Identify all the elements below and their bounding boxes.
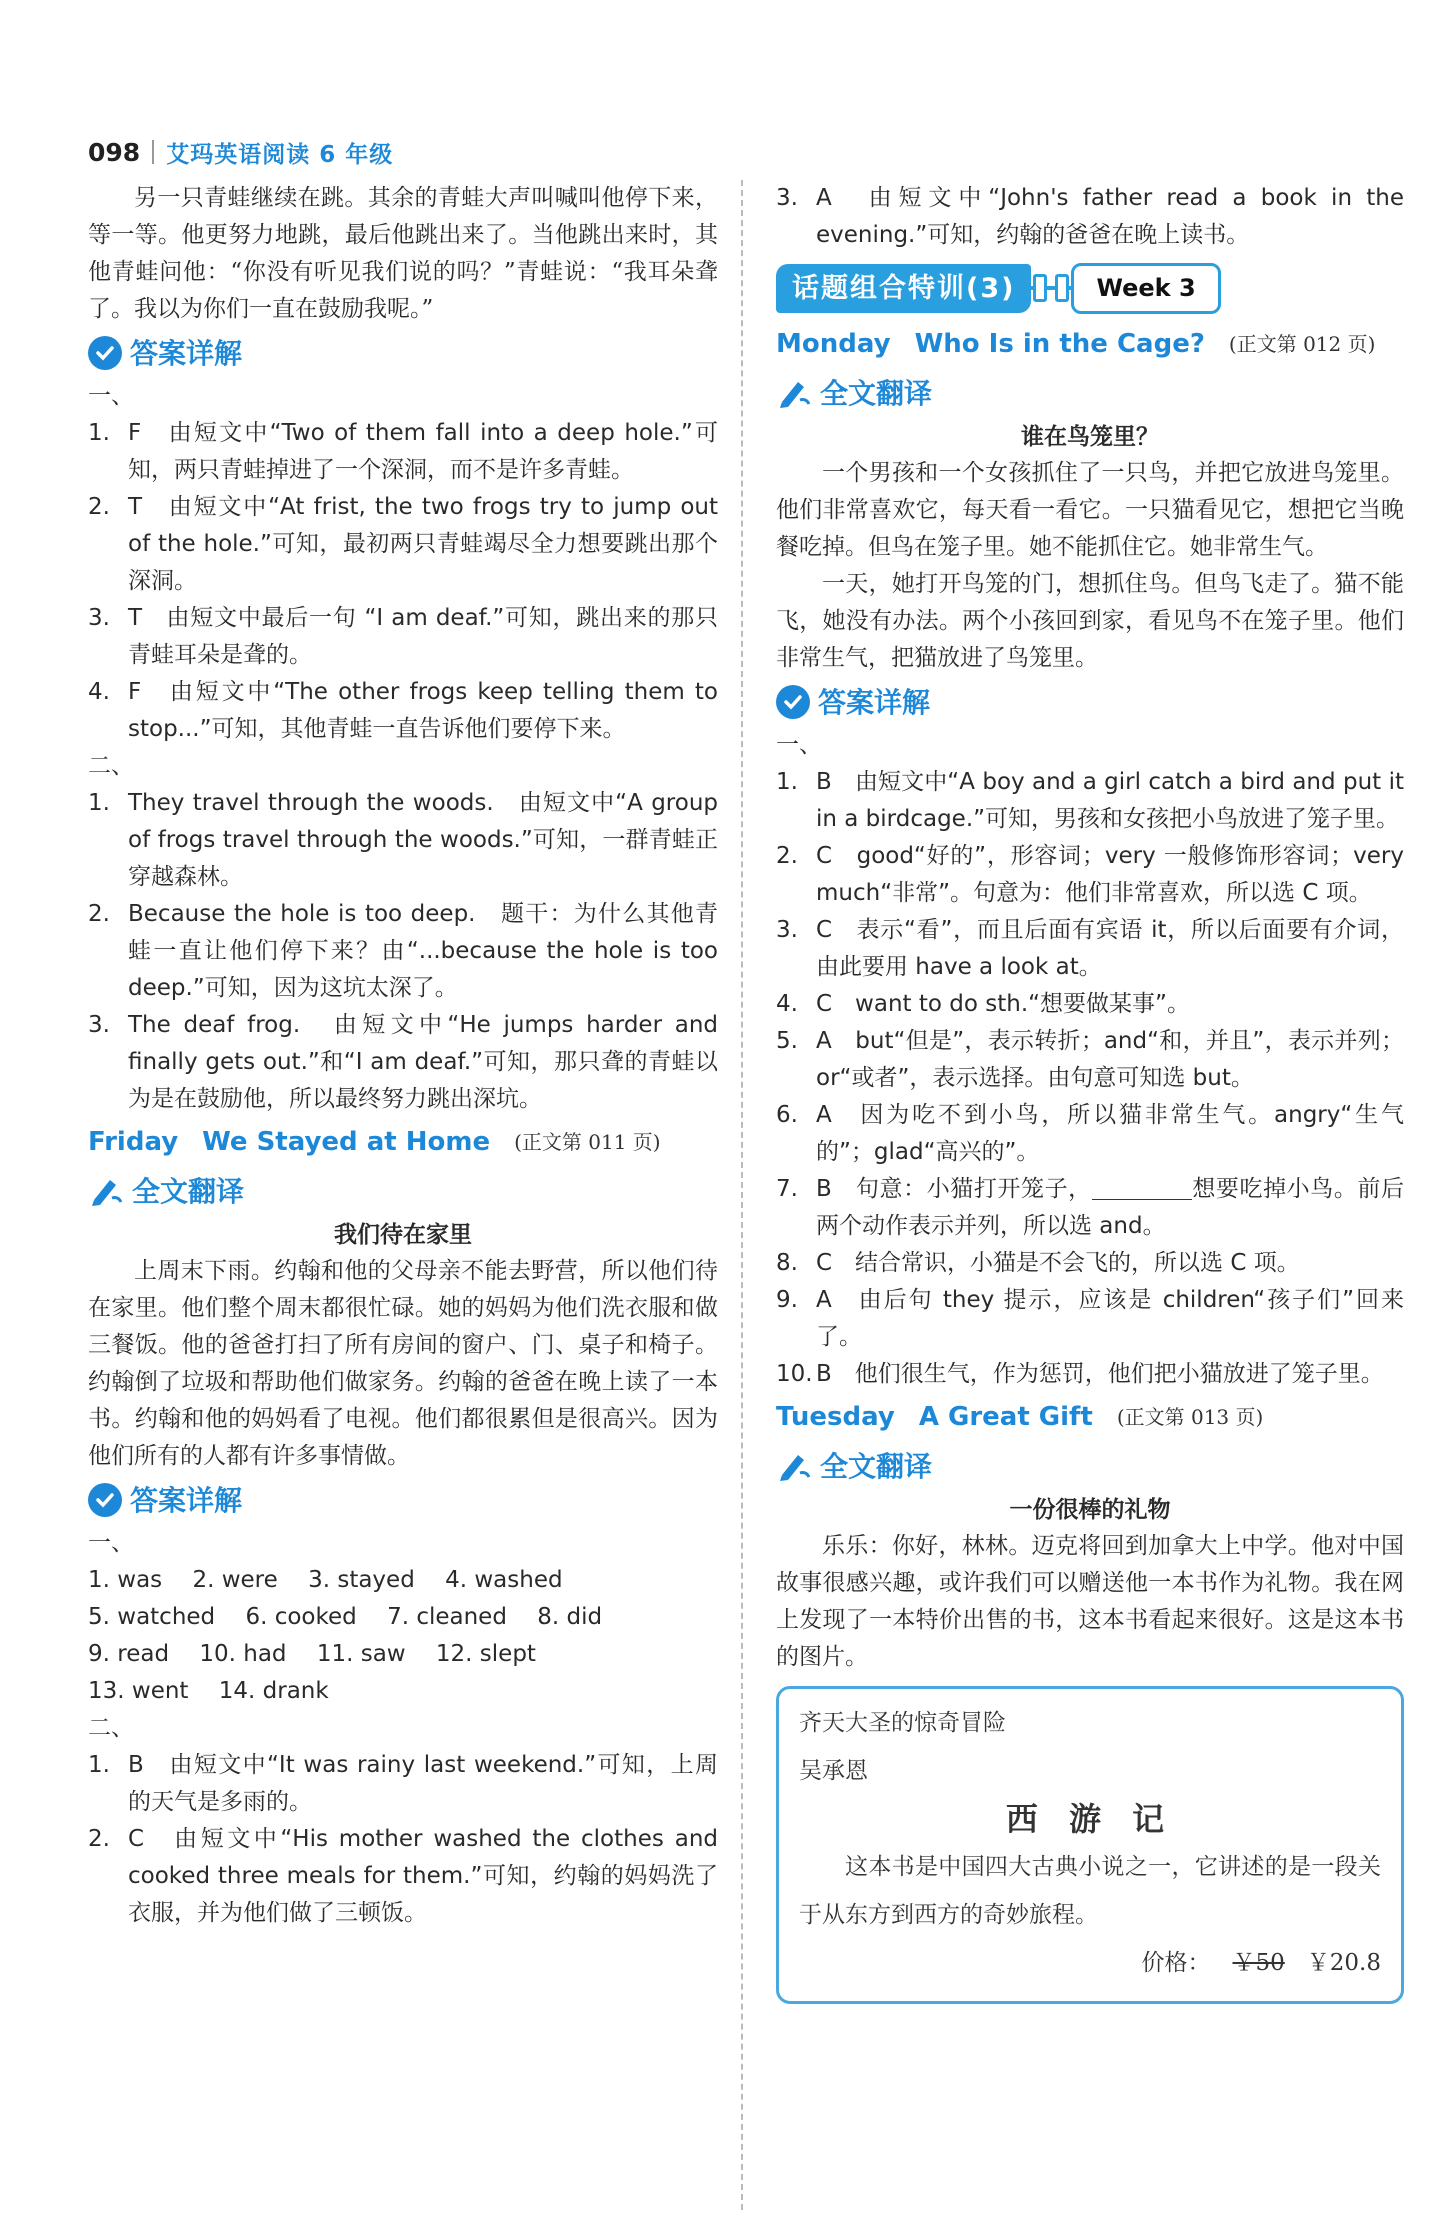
- book-title: 艾玛英语阅读 6 年级: [166, 141, 394, 168]
- right-column: [776, 180, 1404, 2004]
- check-circle-icon: [88, 1483, 122, 1517]
- book-author: 吴承恩: [799, 1757, 868, 1784]
- page-header: [88, 132, 393, 172]
- verb-row: 9. read 10. had 11. saw 12. slept: [88, 1641, 536, 1667]
- list-item: 2. T 由短文中“At frist, the two frogs try to jump out of the hole.”可知，最初两只青蛙竭尽全力想要跳出那个深洞。: [88, 494, 718, 594]
- book-subtitle: 齐天大圣的惊奇冒险: [799, 1709, 1006, 1736]
- list-item: 1. They travel through the woods. 由短文中“A group of frogs travel through the woods.”可知，一群青蛙正穿越森林。: [88, 790, 718, 890]
- day-label: Monday: [776, 328, 891, 359]
- story-title: 谁在鸟笼里？: [1021, 423, 1159, 450]
- check-circle-icon: [776, 685, 810, 719]
- part1-list: [88, 415, 718, 748]
- list-item: 4. C want to do sth.“想要做某事”。: [776, 991, 1190, 1017]
- verb-answers: [88, 1562, 718, 1710]
- part4-list: [88, 1747, 718, 1932]
- story-end-paragraph: 另一只青蛙继续在跳。其余的青蛙大声叫喊叫他停下来，等一等。他更努力地跳，最后他跳出来了。当他跳出来时，其他青蛙问他：“你没有听见我们说的吗？”青蛙说：“我耳朵聋了。我以为你们一直在鼓励我呢。”: [88, 185, 718, 322]
- translation-heading-1: 全文翻译: [88, 1166, 718, 1216]
- link-icon: [1031, 286, 1071, 290]
- story-title: 一份很棒的礼物: [1009, 1496, 1171, 1523]
- answers-heading-2: 答案详解: [88, 1475, 718, 1525]
- section-mark: 二、: [88, 1715, 134, 1741]
- left-column: [88, 180, 718, 1932]
- translation-heading-2: 全文翻译: [776, 368, 1404, 418]
- lesson-title: A Great Gift: [918, 1401, 1093, 1432]
- pen-icon: [776, 376, 812, 410]
- list-item: 4. F 由短文中“The other frogs keep telling them to stop...”可知，其他青蛙一直告诉他们要停下来。: [88, 679, 718, 742]
- list-item: 1. B 由短文中“A boy and a girl catch a bird and put it in a birdcage.”可知，男孩和女孩把小鸟放进了笼子里。: [776, 769, 1404, 832]
- list-item: 2. C good“好的”，形容词；very 一般修饰形容词；very much“非常”。句意为：他们非常喜欢，所以选 C 项。: [776, 843, 1404, 906]
- topic-banner: [776, 260, 1404, 316]
- page-reference: (正文第 011 页): [514, 1129, 661, 1154]
- list-item: 3. The deaf frog. 由短文中“He jumps harder and finally gets out.”和“I am deaf.”可知，那只聋的青蛙以为是在鼓励他，所以最终努力跳出深坑。: [88, 1012, 718, 1112]
- verb-row: 13. went 14. drank: [88, 1678, 329, 1704]
- section-mark: 一、: [88, 383, 134, 409]
- part2-list: [88, 785, 718, 1118]
- list-item: 3. A 由短文中“John's father read a book in the evening.”可知，约翰的爸爸在晚上读书。: [776, 185, 1404, 248]
- day-label: Tuesday: [776, 1401, 895, 1432]
- list-item: 3. C 表示“看”，而且后面有宾语 it，所以后面要有介词，由此要用 have a look at。: [776, 917, 1404, 980]
- answers-heading-1: 答案详解: [88, 328, 718, 378]
- pen-icon: [776, 1449, 812, 1483]
- tuesday-heading: [776, 1393, 1404, 1441]
- list-item: 2. Because the hole is too deep. 题干：为什么其他青蛙一直让他们停下来？由“...because the hole is too deep.”可知，因为这坑太深了。: [88, 901, 718, 1001]
- list-item: 1. B 由短文中“It was rainy last weekend.”可知，上周的天气是多雨的。: [88, 1752, 718, 1815]
- section-mark: 一、: [776, 732, 822, 758]
- book-price: [799, 1939, 1381, 1987]
- pen-icon: [88, 1174, 124, 1208]
- lesson-title: We Stayed at Home: [202, 1126, 491, 1157]
- check-circle-icon: [88, 336, 122, 370]
- book-title-card: 西 游 记: [1005, 1799, 1175, 1838]
- header-separator: [152, 140, 154, 164]
- page-reference: (正文第 012 页): [1228, 331, 1376, 356]
- new-price: ￥20.8: [1306, 1949, 1381, 1976]
- page-reference: (正文第 013 页): [1116, 1404, 1264, 1429]
- book-card: [776, 1686, 1404, 2004]
- lesson-title: Who Is in the Cage?: [914, 328, 1205, 359]
- story-paragraph: 一个男孩和一个女孩抓住了一只鸟，并把它放进鸟笼里。他们非常喜欢它，每天看一看它。一只猫看见它，想把它当晚餐吃掉。但鸟在笼子里。她不能抓住它。她非常生气。: [776, 460, 1404, 560]
- list-item: 10. B 他们很生气，作为惩罚，他们把小猫放进了笼子里。: [776, 1361, 1384, 1387]
- answer-blank: [1092, 1179, 1192, 1200]
- book-intro: 这本书是中国四大古典小说之一，它讲述的是一段关于从东方到西方的奇妙旅程。: [799, 1854, 1381, 1928]
- story-paragraph: 一天，她打开鸟笼的门，想抓住鸟。但鸟飞走了。猫不能飞，她没有办法。两个小孩回到家，看见鸟不在笼子里。他们非常生气，把猫放进了鸟笼里。: [776, 571, 1404, 671]
- day-label: Friday: [88, 1126, 179, 1157]
- week-badge: Week 3: [1071, 263, 1220, 314]
- list-item: 8. C 结合常识，小猫是不会飞的，所以选 C 项。: [776, 1250, 1300, 1276]
- answers-heading-3: 答案详解: [776, 677, 1404, 727]
- price-label: 价格：: [1141, 1949, 1211, 1976]
- monday-heading: [776, 320, 1404, 368]
- list-item: 1. F 由短文中“Two of them fall into a deep hole.”可知，两只青蛙掉进了一个深洞，而不是许多青蛙。: [88, 420, 718, 483]
- story-paragraph: 乐乐：你好，林林。迈克将回到加拿大上中学。他对中国故事很感兴趣，或许我们可以赠送他一本书作为礼物。我在网上发现了一本特价出售的书，这本书看起来很好。这是这本书的图片。: [776, 1533, 1404, 1670]
- part5-list: [776, 764, 1404, 1393]
- list-item: 2. C 由短文中“His mother washed the clothes and cooked three meals for them.”可知，约翰的妈妈洗了衣服，并为他们做了三顿饭。: [88, 1826, 718, 1926]
- translation-heading-3: 全文翻译: [776, 1441, 1404, 1491]
- friday-heading: [88, 1118, 718, 1166]
- story-title: 我们待在家里: [334, 1221, 472, 1248]
- list-item: 6. A 因为吃不到小鸟，所以猫非常生气。angry“生气的”；glad“高兴的”。: [776, 1102, 1404, 1165]
- list-item: 5. A but“但是”，表示转折；and“和，并且”，表示并列；or“或者”，表示选择。由句意可知选 but。: [776, 1028, 1404, 1091]
- topic-label: 话题组合特训(3): [776, 264, 1031, 313]
- list-item: 9. A 由后句 they 提示，应该是 children“孩子们”回来了。: [776, 1287, 1404, 1350]
- verb-row: 1. was 2. were 3. stayed 4. washed: [88, 1567, 563, 1593]
- old-price: ￥50: [1232, 1949, 1285, 1976]
- list-item: 7. B 句意：小猫打开笼子， 想要吃掉小鸟。前后两个动作表示并列，所以选 and。: [776, 1176, 1405, 1239]
- section-mark: 二、: [88, 753, 134, 779]
- list-item: 3. T 由短文中最后一句 “I am deaf.”可知，跳出来的那只青蛙耳朵是聋的。: [88, 605, 718, 668]
- verb-row: 5. watched 6. cooked 7. cleaned 8. did: [88, 1604, 603, 1630]
- section-mark: 一、: [88, 1530, 134, 1556]
- page-number: 098: [88, 137, 141, 167]
- column-divider: [741, 180, 743, 2210]
- story-paragraph: 上周末下雨。约翰和他的父母亲不能去野营，所以他们待在家里。他们整个周末都很忙碌。她的妈妈为他们洗衣服和做三餐饭。他的爸爸打扫了所有房间的窗户、门、桌子和椅子。约翰倒了垃圾和帮助他们做家务。约翰的爸爸在晚上读了一本书。约翰和他的妈妈看了电视。他们都很累但是很高兴。因为他们所有的人都有许多事情做。: [88, 1258, 718, 1469]
